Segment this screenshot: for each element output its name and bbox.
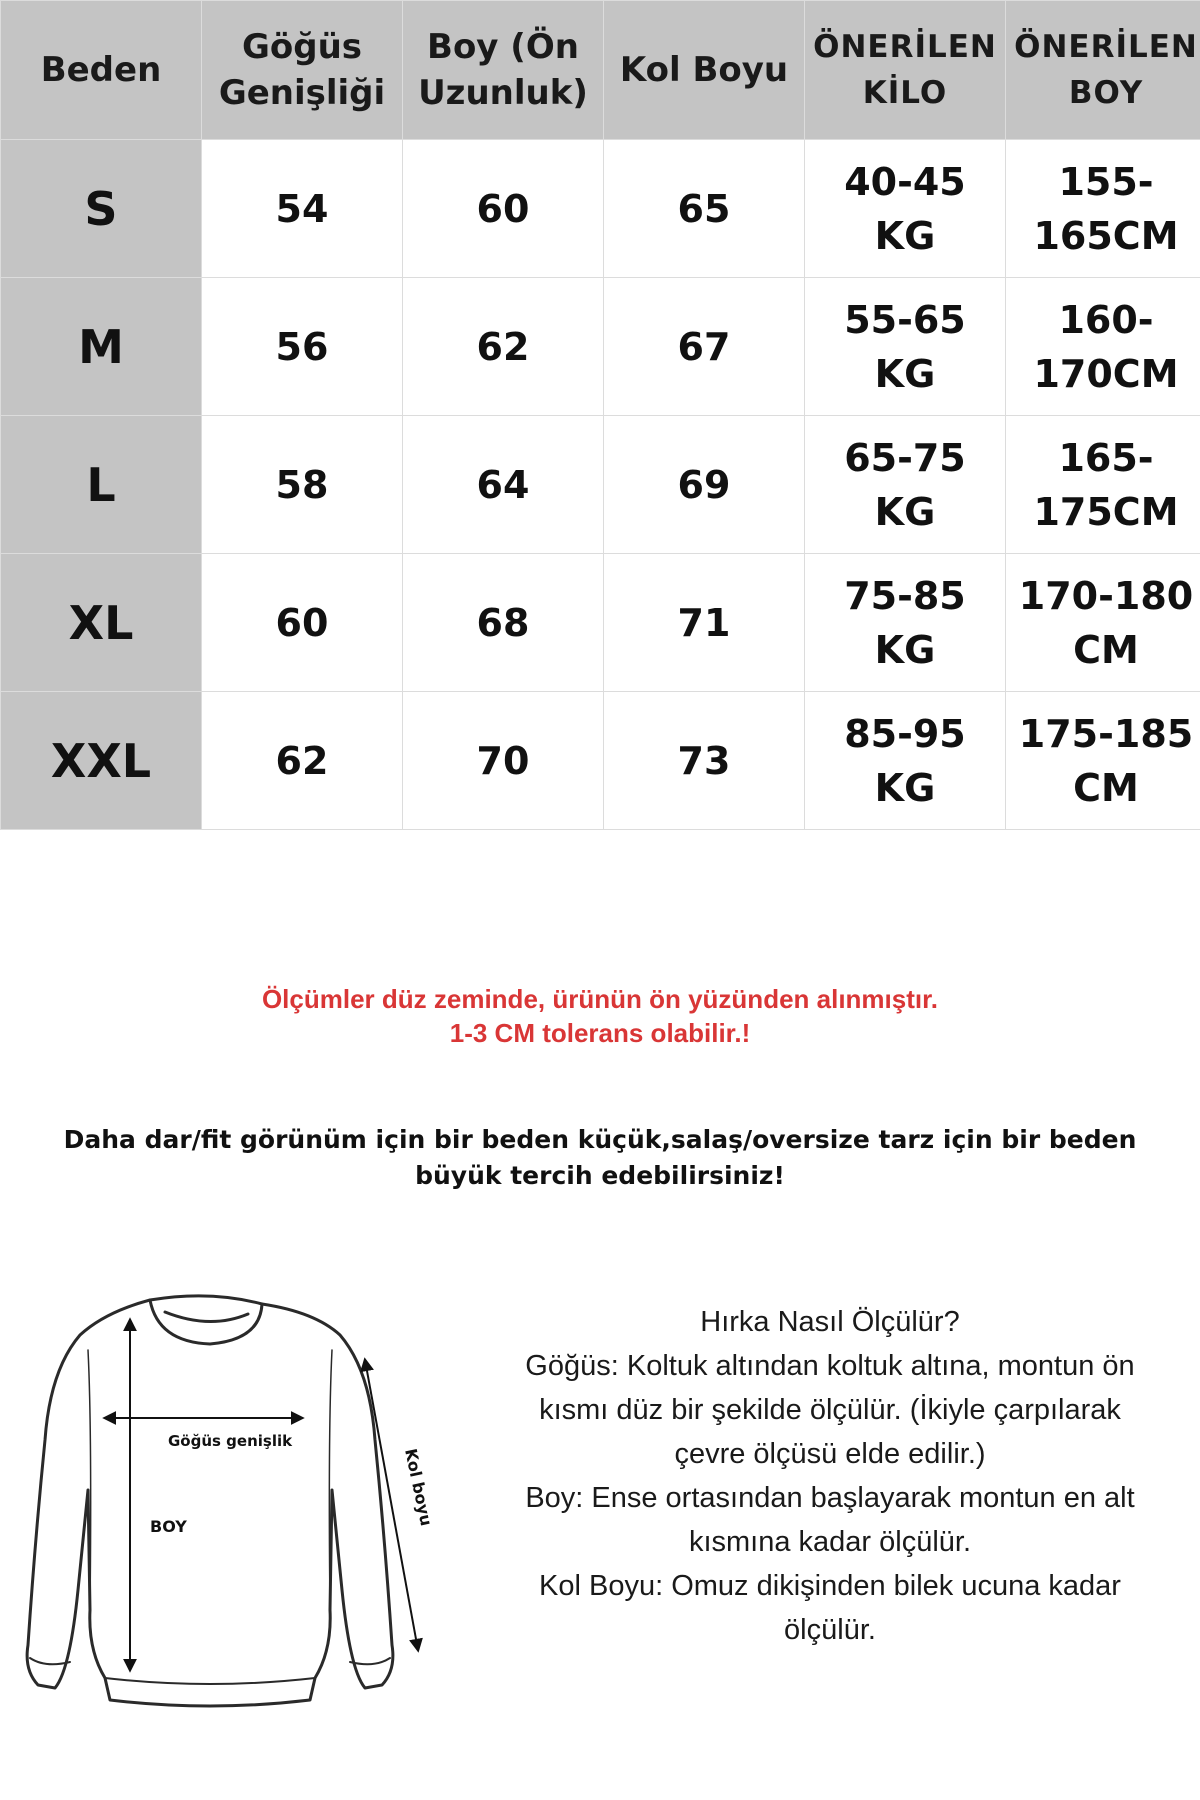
hem-band (105, 1678, 315, 1684)
tolerance-note: 1-3 CM tolerans olabilir.! (449, 1018, 751, 1048)
fit-advice-line1: Daha dar/fit görünüm için bir beden küçük,salaş/oversize tarz için bir beden (63, 1125, 1137, 1154)
size-cell: S (1, 140, 202, 278)
height-range-b: 170CM (1033, 351, 1179, 396)
weight-unit: KG (874, 489, 936, 534)
length-cell: 68 (403, 554, 604, 692)
length-cell: 60 (403, 140, 604, 278)
instruction-line: çevre ölçüsü elde edilir.) (674, 1438, 986, 1470)
fit-advice-line2: büyük tercih edebilirsiniz! (415, 1161, 785, 1190)
height-cell (1006, 140, 1200, 278)
sleeve-cell: 71 (604, 554, 805, 692)
measurement-note: Ölçümler düz zeminde, ürünün ön yüzünden alınmıştır. (261, 984, 939, 1014)
height-cell (1006, 692, 1200, 830)
sleeve-cell: 67 (604, 278, 805, 416)
sweatshirt-illustration (10, 1290, 460, 1710)
height-cell (1006, 554, 1200, 692)
weight-range: 75-85 (844, 573, 966, 618)
header-onerilen-kilo (805, 1, 1006, 140)
header-onerilen-boy (1006, 1, 1200, 140)
weight-cell (805, 140, 1006, 278)
header-kol-text: Kol Boyu (619, 50, 789, 90)
height-range-a: 155- (1058, 159, 1154, 204)
size-cell: L (1, 416, 202, 554)
weight-unit: KG (874, 765, 936, 810)
height-cell (1006, 416, 1200, 554)
size-cell: XXL (1, 692, 202, 830)
weight-unit: KG (874, 627, 936, 672)
header-oboy-line1: ÖNERİLEN (1014, 29, 1198, 65)
weight-range: 40-45 (844, 159, 966, 204)
chest-label: Göğüs genişlik (168, 1432, 293, 1450)
table-row (1, 416, 1200, 554)
header-kilo-line2: KİLO (862, 75, 948, 111)
how-to-title: Hırka Nasıl Ölçülür? (700, 1306, 960, 1338)
header-gogus (202, 1, 403, 140)
weight-cell (805, 278, 1006, 416)
height-range-b: CM (1073, 627, 1139, 672)
sleeve-cell: 73 (604, 692, 805, 830)
header-oboy-line2: BOY (1068, 75, 1144, 111)
height-range-b: CM (1073, 765, 1139, 810)
header-beden (1, 1, 202, 140)
length-label: BOY (150, 1517, 187, 1536)
chest-cell: 54 (202, 140, 403, 278)
instruction-line: kısmı düz bir şekilde ölçülür. (İkiyle çarpılarak (539, 1394, 1121, 1426)
sleeve-arrow (365, 1360, 418, 1650)
table-row (1, 554, 1200, 692)
sleeve-cell: 69 (604, 416, 805, 554)
length-cell: 70 (403, 692, 604, 830)
chest-cell: 62 (202, 692, 403, 830)
instruction-line: Göğüs: Koltuk altından koltuk altına, montun ön (525, 1350, 1135, 1382)
chest-cell: 56 (202, 278, 403, 416)
header-boy-line1: Boy (Ön (427, 27, 579, 67)
table-row (1, 278, 1200, 416)
right-cuff (350, 1658, 390, 1664)
weight-range: 85-95 (844, 711, 966, 756)
weight-unit: KG (874, 351, 936, 396)
length-cell: 62 (403, 278, 604, 416)
weight-cell (805, 692, 1006, 830)
header-row (1, 1, 1200, 140)
height-range-b: 175CM (1033, 489, 1179, 534)
height-range-a: 175-185 (1018, 711, 1194, 756)
instruction-line: Kol Boyu: Omuz dikişinden bilek ucuna kadar (539, 1570, 1121, 1602)
chest-cell: 60 (202, 554, 403, 692)
how-to-measure (490, 1300, 1170, 1652)
weight-cell (805, 554, 1006, 692)
header-boy (403, 1, 604, 140)
header-boy-line2: Uzunluk) (418, 73, 588, 113)
header-beden-text: Beden (40, 50, 162, 90)
header-kol (604, 1, 805, 140)
sweatshirt-diagram (10, 1290, 460, 1710)
header-gogus-line1: Göğüs (241, 27, 363, 67)
sleeve-cell: 65 (604, 140, 805, 278)
collar-inner-line (165, 1312, 248, 1322)
instruction-line: ölçülür. (784, 1614, 876, 1646)
weight-range: 55-65 (844, 297, 966, 342)
table-row (1, 692, 1200, 830)
instruction-line: Boy: Ense ortasından başlayarak montun en alt (525, 1482, 1135, 1514)
weight-cell (805, 416, 1006, 554)
height-range-b: 165CM (1033, 213, 1179, 258)
size-cell: M (1, 278, 202, 416)
chest-cell: 58 (202, 416, 403, 554)
header-kilo-line1: ÖNERİLEN (813, 29, 997, 65)
size-chart-table (0, 0, 1200, 830)
size-cell: XL (1, 554, 202, 692)
height-range-a: 170-180 (1018, 573, 1194, 618)
length-cell: 64 (403, 416, 604, 554)
body-outline (27, 1300, 393, 1706)
height-range-a: 160- (1058, 297, 1154, 342)
height-range-a: 165- (1058, 435, 1154, 480)
instruction-line: kısmına kadar ölçülür. (688, 1526, 972, 1558)
left-cuff (30, 1658, 70, 1664)
weight-range: 65-75 (844, 435, 966, 480)
sleeve-label: Kol boyu (401, 1446, 436, 1528)
table-row (1, 140, 1200, 278)
weight-unit: KG (874, 213, 936, 258)
height-cell (1006, 278, 1200, 416)
header-gogus-line2: Genişliği (218, 73, 386, 113)
